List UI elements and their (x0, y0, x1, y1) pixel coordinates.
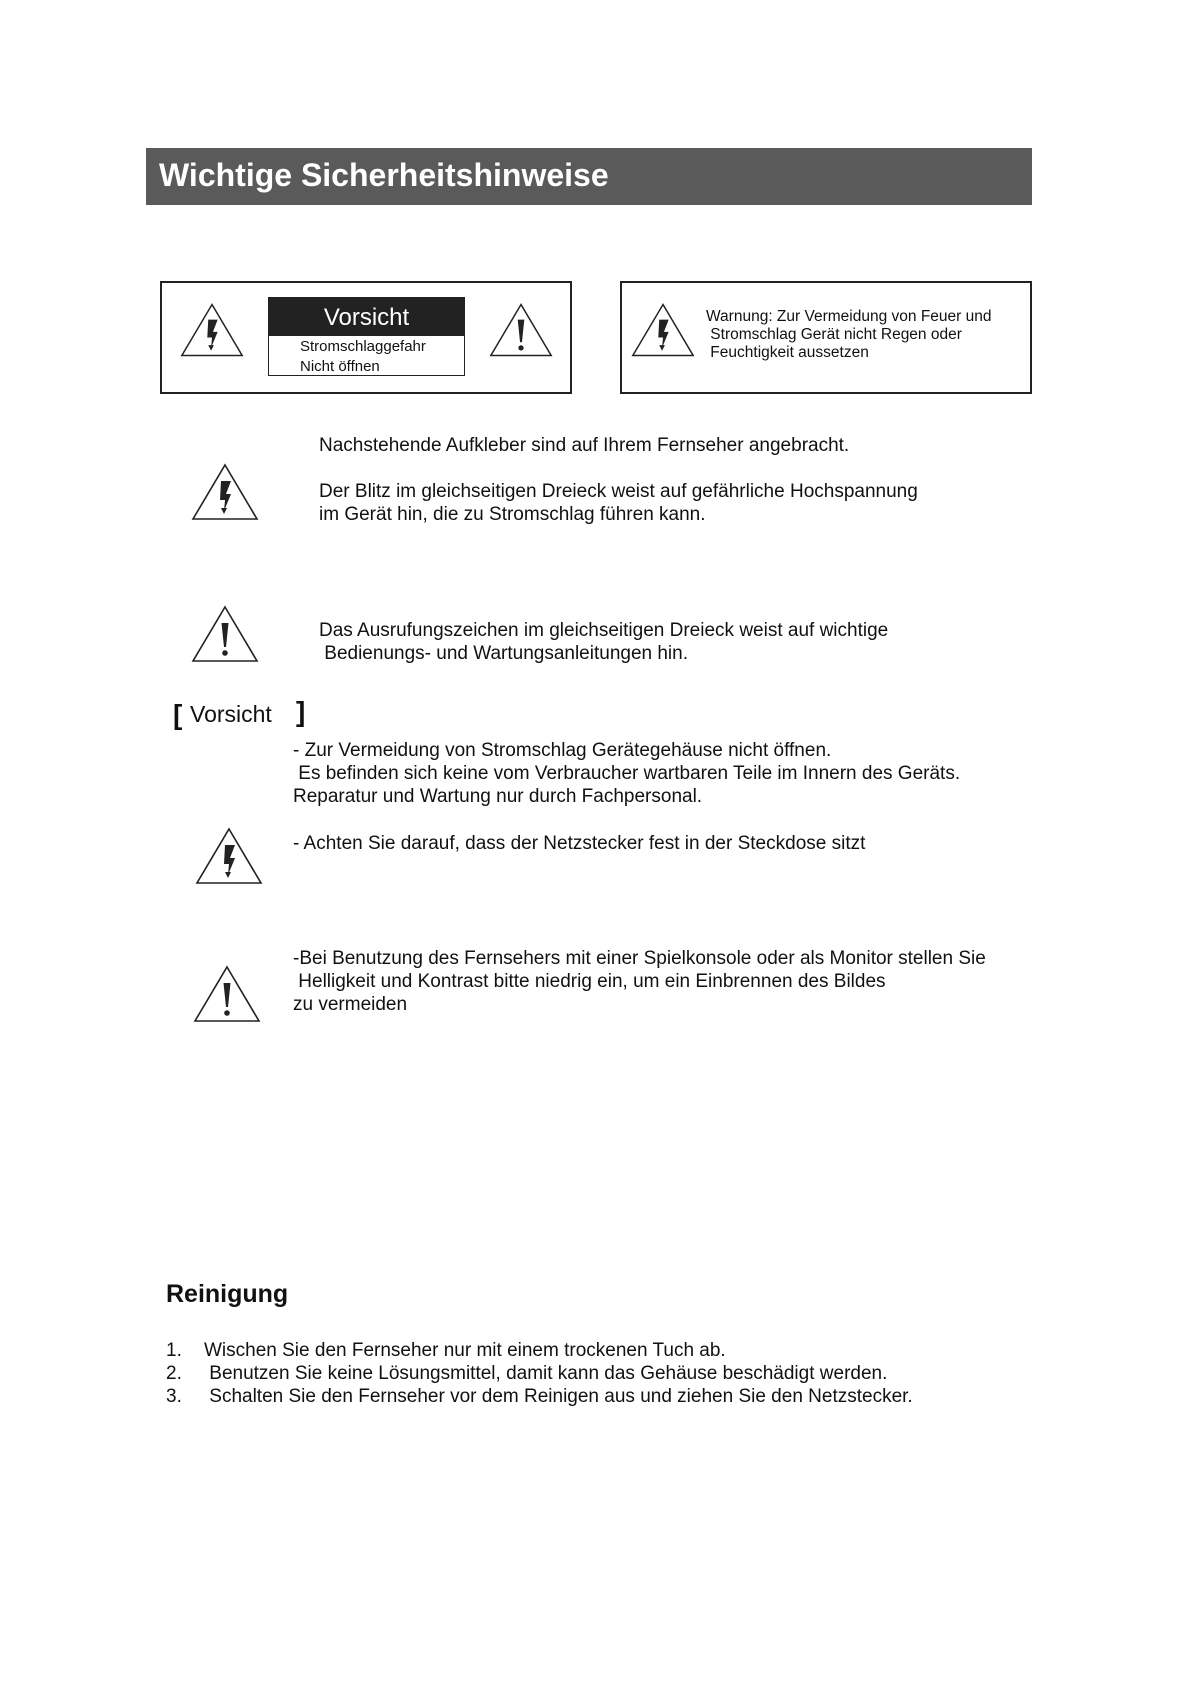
vorsicht-para-1 (293, 739, 960, 808)
vorsicht-label (268, 297, 465, 376)
text-line: im Gerät hin, die zu Stromschlag führen kann. (319, 504, 706, 525)
vorsicht-section-title: Vorsicht (190, 701, 272, 727)
lightning-triangle-icon (194, 825, 264, 887)
warning-text (706, 308, 991, 362)
lightning-explanation (319, 480, 918, 526)
vorsicht-label-title: Vorsicht (269, 298, 464, 336)
warning-line: Stromschlag Gerät nicht Regen oder (706, 326, 962, 343)
list-text: Wischen Sie den Fernseher nur mit einem trockenen Tuch ab. (204, 1340, 726, 1361)
list-text: Benutzen Sie keine Lösungsmittel, damit kann das Gehäuse beschädigt werden. (204, 1363, 888, 1384)
stickers-intro: Nachstehende Aufkleber sind auf Ihrem Fernseher angebracht. (319, 435, 850, 456)
vorsicht-label-line: Nicht öffnen (300, 358, 380, 375)
list-item (166, 1339, 913, 1362)
cleaning-list (166, 1339, 913, 1408)
lightning-triangle-icon (179, 300, 245, 360)
text-line: Reparatur und Wartung nur durch Fachpersonal. (293, 786, 703, 807)
exclamation-triangle-icon (192, 963, 262, 1025)
lightning-triangle-icon (190, 461, 260, 523)
exclamation-triangle-icon (190, 603, 260, 665)
text-line: Es befinden sich keine vom Verbraucher wartbaren Teile im Innern des Geräts. (293, 763, 961, 784)
bracket-close: ] (296, 696, 306, 727)
text-line: Das Ausrufungszeichen im gleichseitigen Dreieck weist auf wichtige (319, 620, 889, 641)
warning-line: Feuchtigkeit aussetzen (706, 344, 869, 361)
list-text: Schalten Sie den Fernseher vor dem Reinigen aus und ziehen Sie den Netzstecker. (204, 1386, 913, 1407)
list-item (166, 1362, 913, 1385)
text-line: -Bei Benutzung des Fernsehers mit einer Spielkonsole oder als Monitor stellen Sie (293, 948, 986, 969)
vorsicht-para-3 (293, 947, 986, 1016)
list-number: 3. (166, 1386, 182, 1407)
text-line: Bedienungs- und Wartungsanleitungen hin. (319, 643, 688, 664)
list-number: 1. (166, 1340, 182, 1361)
bracket-open: [ (173, 699, 183, 730)
cleaning-title: Reinigung (166, 1280, 289, 1308)
text-line: - Zur Vermeidung von Stromschlag Gerätegehäuse nicht öffnen. (293, 740, 832, 761)
lightning-triangle-icon (630, 300, 696, 360)
exclamation-explanation (319, 619, 888, 665)
page-title: Wichtige Sicherheitshinweise (159, 157, 609, 193)
text-line: Helligkeit und Kontrast bitte niedrig ein, um ein Einbrennen des Bildes (293, 971, 886, 992)
vorsicht-para-2: - Achten Sie darauf, dass der Netzstecker fest in der Steckdose sitzt (293, 833, 866, 854)
header-bar (146, 148, 1032, 205)
exclamation-triangle-icon (488, 300, 554, 360)
text-line: Der Blitz im gleichseitigen Dreieck weist auf gefährliche Hochspannung (319, 481, 918, 502)
list-number: 2. (166, 1363, 182, 1384)
text-line: zu vermeiden (293, 994, 408, 1015)
list-item (166, 1385, 913, 1408)
warning-line: Warnung: Zur Vermeidung von Feuer und (706, 308, 992, 325)
vorsicht-label-line: Stromschlaggefahr (300, 338, 426, 355)
